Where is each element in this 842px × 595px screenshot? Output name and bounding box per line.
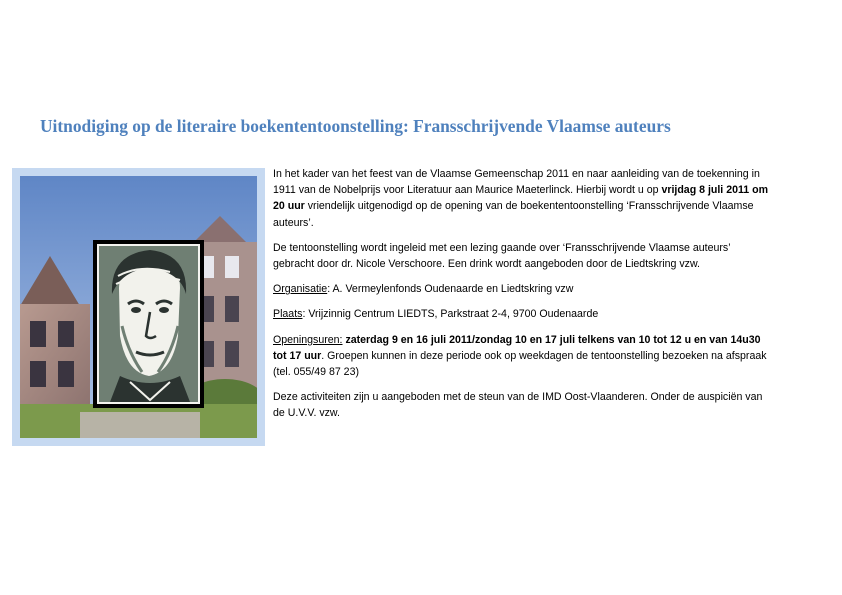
organisatie-label: Organisatie xyxy=(273,283,328,296)
photo-frame xyxy=(12,168,265,446)
plaats-value: : Vrijzinnig Centrum LIEDTS, Parkstraat 2-4, 9700 Oudenaarde xyxy=(302,308,599,321)
organisatie-line xyxy=(273,281,773,297)
plaats-label: Plaats xyxy=(273,308,303,321)
intro-paragraph xyxy=(273,166,773,231)
openingsuren-rest: . Groepen kunnen in deze periode ook op weekdagen de tentoonstelling bezoeken na afspraak (tel. 055/49 87 23) xyxy=(273,349,767,379)
page-title: Uitnodiging op de literaire boekententoonstelling: Fransschrijvende Vlaamse auteurs xyxy=(40,116,671,136)
invitation-text xyxy=(273,166,773,431)
intro-text-end: vriendelijk uitgenodigd op de opening van de boekententoonstelling ‘Fransschrijvende Vlaamse auteurs’. xyxy=(273,200,754,229)
organisatie-value: : A. Vermeylenfonds Oudenaarde en Liedtskring vzw xyxy=(327,283,574,296)
plaats-line xyxy=(273,306,773,322)
intro-text: In het kader van het feest van de Vlaamse Gemeenschap 2011 en naar aanleiding van de toekenning in 1911 van de Nobelprijs voor Literatuur aan Maurice Maeterlinck. Hierbij wordt u op xyxy=(273,168,760,197)
house-with-portrait-image xyxy=(20,176,257,438)
openingsuren-label: Openingsuren: xyxy=(273,333,343,346)
intro-date: vrijdag 8 juli 2011 om 20 uur xyxy=(273,184,769,213)
support-paragraph: Deze activiteiten zijn u aangeboden met de steun van de IMD Oost-Vlaanderen. Onder de auspiciën van de U.V.V. vzw. xyxy=(273,391,763,420)
lecture-paragraph: De tentoonstelling wordt ingeleid met een lezing gaande over ‘Fransschrijvende Vlaamse auteurs’ gebracht door dr. Nicole Verschoore. Een drink wordt aangeboden door de Liedtskring vzw. xyxy=(273,241,731,271)
openingsuren-line xyxy=(273,332,773,381)
openingsuren-hours: zaterdag 9 en 16 juli 2011/zondag 10 en 17 juli telkens van 10 tot 12 u en van 14u30 tot 17 uur xyxy=(273,333,761,362)
